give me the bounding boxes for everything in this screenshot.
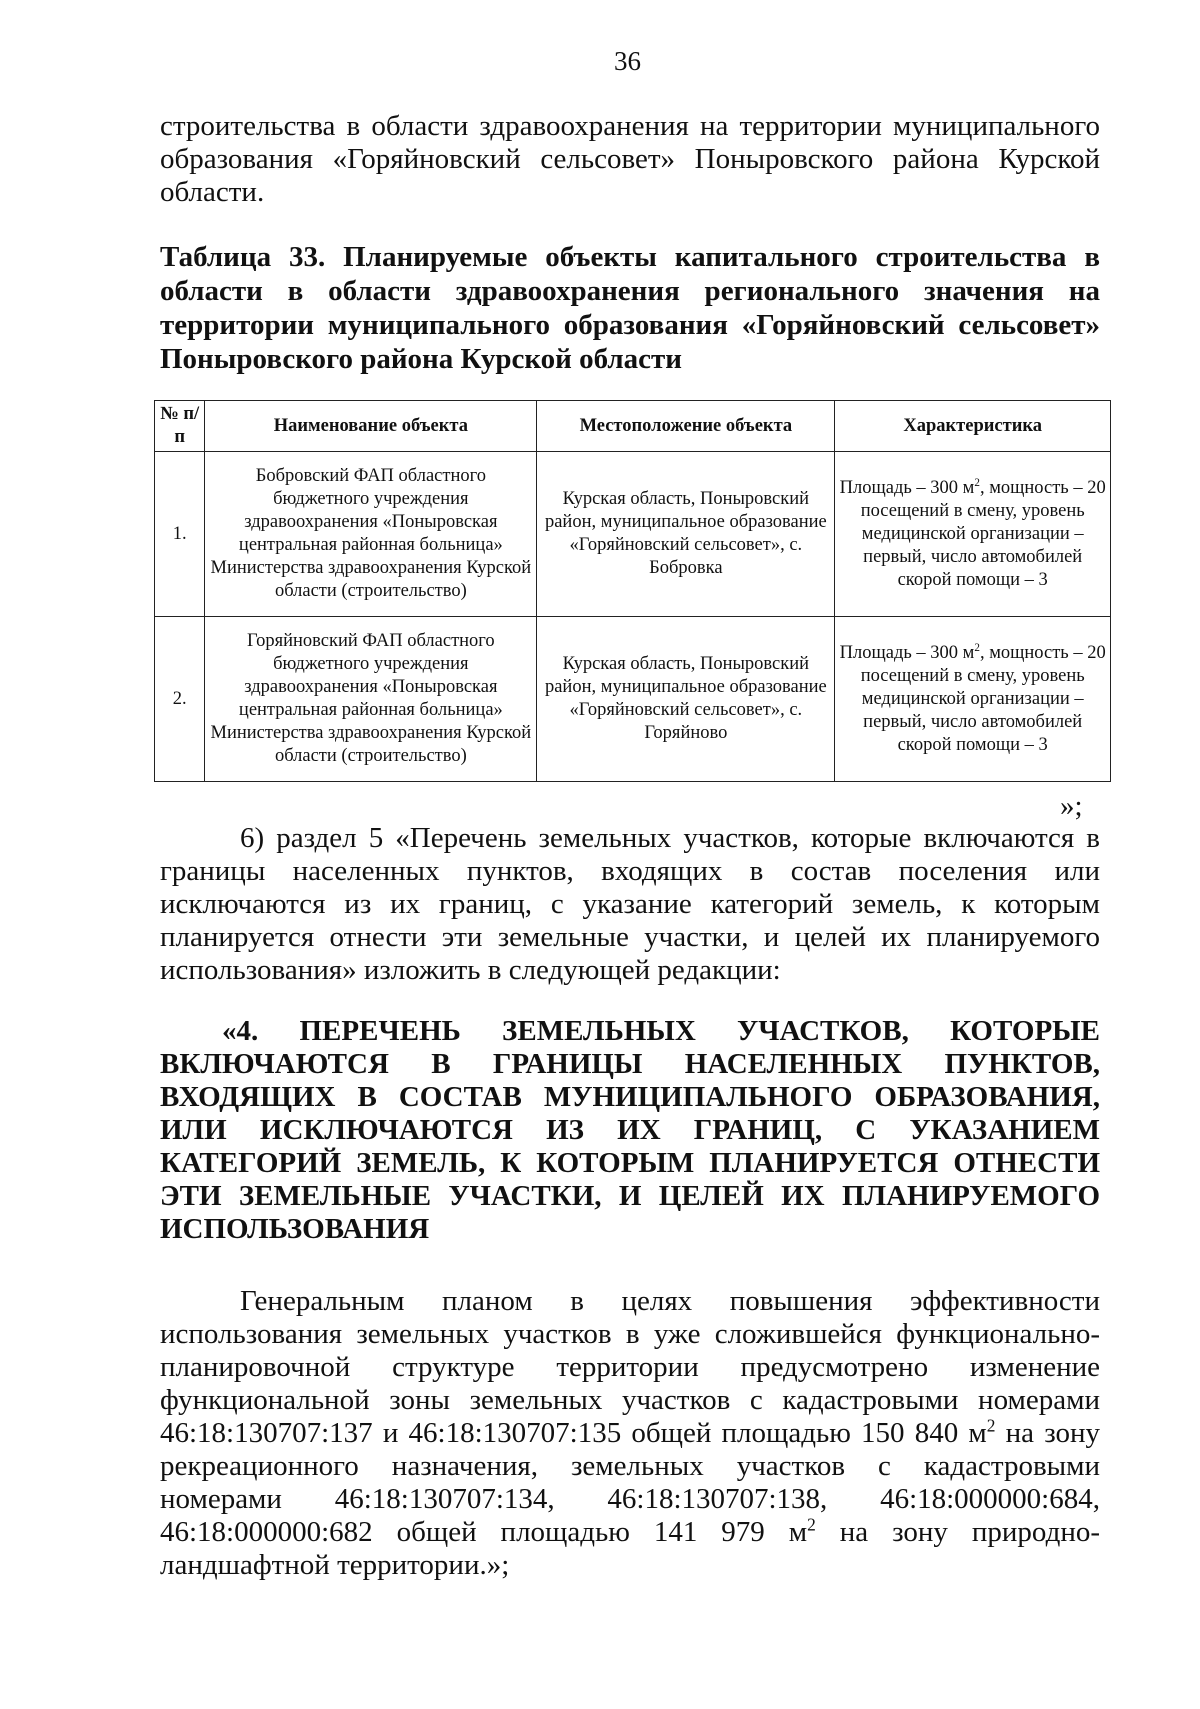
row-name: Горяйновский ФАП областного бюджетного учреждения здравоохранения «Поныровская центральная районная больница» Министерства здравоохранения Курской области (строительство) [205, 617, 537, 782]
header-num: № п/п [155, 401, 205, 452]
planned-objects-table [154, 400, 1111, 782]
row-characteristics-rest: , мощность – 20 посещений в смену, уровень медицинской организации – первый, число автомобилей скорой помощи – 3 [860, 477, 1106, 590]
paragraph-6: 6) раздел 5 «Перечень земельных участков, которые включаются в границы населенных пунктов, входящих в состав поселения или исключаются из их границ, с указание категорий земель, к которым планируется отнести эти земельные участки, и целей их планируемого использования» изложить в следующей редакции: [160, 822, 1100, 986]
page-number: 36 [614, 46, 641, 76]
table-title: Таблица 33. Планируемые объекты капитального строительства в области в области здравоохранения регионального значения на территории муниципального образования «Горяйновский сельсовет» Поныровского района Курской области [160, 241, 1100, 375]
area-exponent: 2 [974, 641, 980, 654]
closing-quote: »; [1060, 790, 1083, 822]
row-characteristics [835, 452, 1111, 617]
row-area: Площадь – 300 м [839, 477, 975, 498]
row-location: Курская область, Поныровский район, муниципальное образование «Горяйновский сельсовет», с. Горяйново [537, 617, 835, 782]
table-header-row [155, 401, 1111, 452]
section-heading: «4. ПЕРЕЧЕНЬ ЗЕМЕЛЬНЫХ УЧАСТКОВ, КОТОРЫЕ ВКЛЮЧАЮТСЯ В ГРАНИЦЫ НАСЕЛЕННЫХ ПУНКТОВ, ВХОДЯЩИХ В СОСТАВ МУНИЦИПАЛЬНОГО ОБРАЗОВАНИЯ, ИЛИ ИСКЛЮЧАЮТСЯ ИЗ ИХ ГРАНИЦ, С УКАЗАНИЕМ КАТЕГОРИЙ ЗЕМЕЛЬ, К КОТОРЫМ ПЛАНИРУЕТСЯ ОТНЕСТИ ЭТИ ЗЕМЕЛЬНЫЕ УЧАСТКИ, И ЦЕЛЕЙ ИХ ПЛАНИРУЕМОГО ИСПОЛЬЗОВАНИЯ [160, 1015, 1100, 1245]
row-num: 1. [155, 452, 205, 617]
general-plan-part2: на зону рекреационного назначения, земельных участков с кадастровыми номерами 46:18:130707:134, 46:18:130707:138, 46:18:000000:684, 46:18:000000:682 общей площадью 141 979 м [160, 1417, 1100, 1548]
row-location: Курская область, Поныровский район, муниципальное образование «Горяйновский сельсовет», с. Бобровка [537, 452, 835, 617]
area-exponent: 2 [807, 1514, 816, 1535]
area-exponent: 2 [986, 1415, 996, 1436]
general-plan-paragraph [160, 1285, 1100, 1582]
table-row [155, 452, 1111, 617]
header-location: Местоположение объекта [537, 401, 835, 452]
header-name: Наименование объекта [205, 401, 537, 452]
table-row [155, 617, 1111, 782]
row-area: Площадь – 300 м [839, 642, 975, 663]
row-name: Бобровский ФАП областного бюджетного учреждения здравоохранения «Поныровская центральная районная больница» Министерства здравоохранения Курской области (строительство) [205, 452, 537, 617]
intro-paragraph: строительства в области здравоохранения на территории муниципального образования «Горяйновский сельсовет» Поныровского района Курской области. [160, 110, 1100, 208]
area-exponent: 2 [974, 476, 980, 489]
header-characteristics: Характеристика [835, 401, 1111, 452]
general-plan-part1: Генеральным планом в целях повышения эффективности использования земельных участков в уже сложившейся функционально-планировочной структуре территории предусмотрено изменение функциональной зоны земельных участков с кадастровыми номерами 46:18:130707:137 и 46:18:130707:135 общей площадью 150 840 м [160, 1285, 1100, 1449]
row-characteristics [835, 617, 1111, 782]
row-characteristics-rest: , мощность – 20 посещений в смену, уровень медицинской организации – первый, число автомобилей скорой помощи – 3 [860, 642, 1106, 755]
row-num: 2. [155, 617, 205, 782]
general-plan-part3: на зону природно-ландшафтной территории.»; [160, 1516, 1100, 1581]
